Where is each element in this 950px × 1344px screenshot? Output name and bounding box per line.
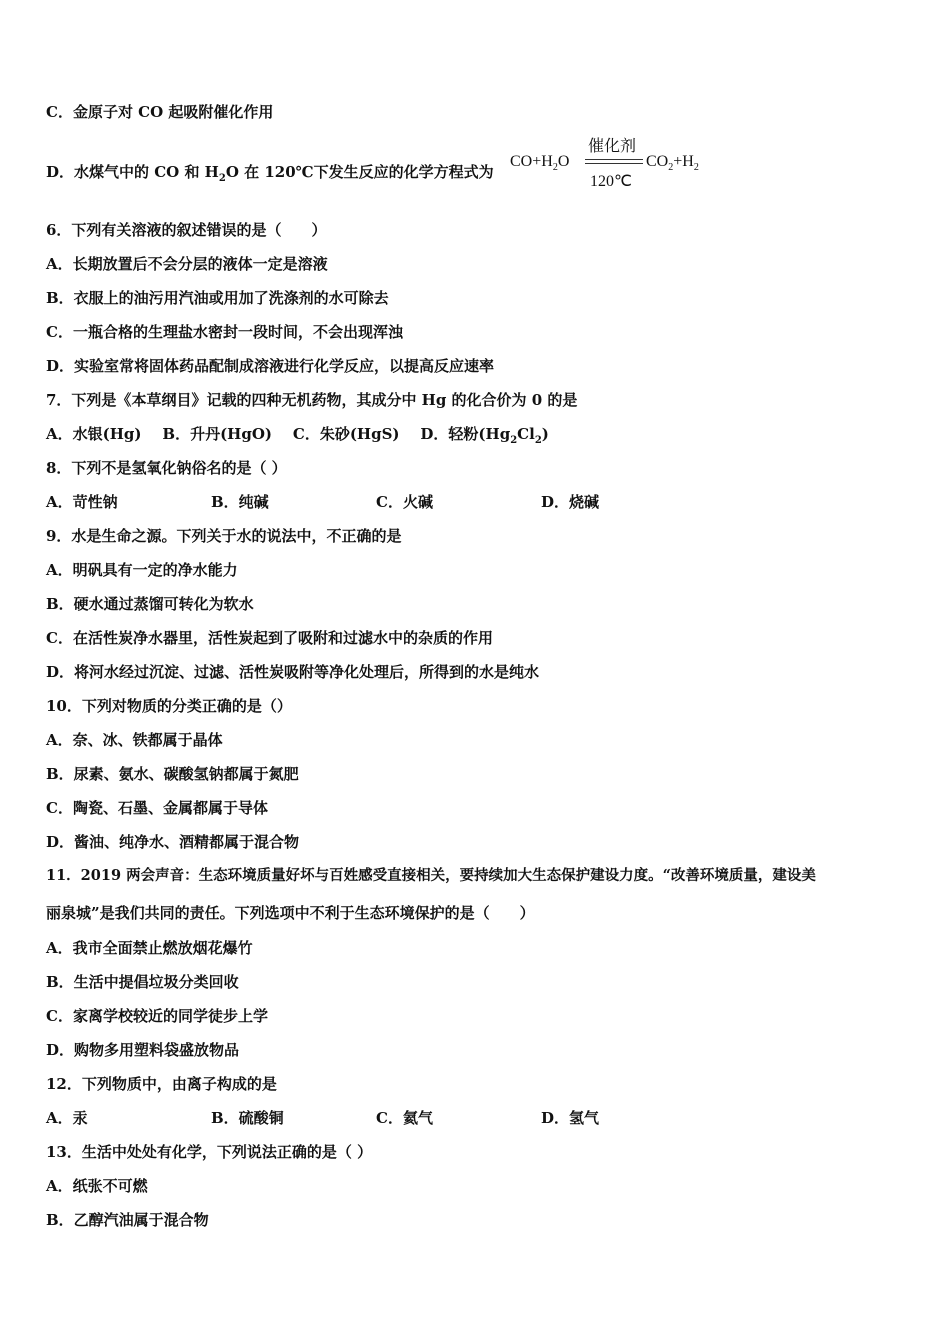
option-10c: C．陶瓷、石墨、金属都属于导体 — [46, 799, 268, 817]
option-10b: B．尿素、氨水、碳酸氢钠都属于氮肥 — [46, 765, 299, 783]
option-5d-text-2: O 在 120℃下发生反应的化学方程式为 — [225, 163, 494, 181]
option-7d-end: ) — [541, 425, 549, 443]
option-8a: A．苛性钠 — [46, 493, 118, 511]
chemical-equation — [510, 133, 720, 193]
option-6a: A．长期放置后不会分层的液体一定是溶液 — [46, 255, 328, 273]
question-7: 7．下列是《本草纲目》记载的四种无机药物，其成分中 Hg 的化合价为 0 的是 — [46, 391, 578, 409]
subscript: 2 — [218, 173, 226, 184]
option-12b: B．硫酸铜 — [211, 1109, 284, 1127]
option-7b: B．升丹(HgO) — [162, 425, 272, 443]
reactant-o: O — [557, 153, 570, 170]
question-12: 12．下列物质中，由离子构成的是 — [46, 1075, 277, 1093]
option-7a: A．水银(Hg) — [46, 425, 142, 443]
option-12d: D．氢气 — [541, 1109, 600, 1127]
question-9: 9．水是生命之源。下列关于水的说法中，不正确的是 — [46, 527, 402, 545]
question-11-line-2: 丽泉城”是我们共同的责任。下列选项中不利于生态环境保护的是（ ） — [46, 904, 535, 922]
option-10d: D．酱油、纯净水、酒精都属于混合物 — [46, 833, 300, 851]
option-6d: D．实验室常将固体药品配制成溶液进行化学反应，以提高反应速率 — [46, 357, 495, 375]
option-8d: D．烧碱 — [541, 493, 600, 511]
subscript: 2 — [510, 435, 518, 446]
question-11-line-1: 11．2019 两会声音：生态环境质量好坏与百姓感受直接相关，要持续加大生态保护建设力度。“改善环境质量，建设美 — [46, 867, 816, 884]
option-7c: C．朱砂(HgS) — [292, 425, 400, 443]
subscript: 2 — [534, 435, 542, 446]
subscript: 2 — [552, 162, 558, 174]
option-7d-mid: Cl — [517, 425, 535, 443]
options-7 — [46, 424, 549, 451]
option-13a: A．纸张不可燃 — [46, 1177, 148, 1195]
equals-line-top — [585, 159, 643, 160]
option-10a: A．奈、冰、铁都属于晶体 — [46, 731, 223, 749]
catalyst-label: 催化剂 — [588, 138, 637, 155]
reactants: CO+H — [510, 153, 553, 170]
condition-label: 120℃ — [590, 173, 632, 190]
question-6: 6．下列有关溶液的叙述错误的是（ ） — [46, 221, 327, 239]
option-12a: A．汞 — [46, 1109, 88, 1127]
option-8c: C．火碱 — [376, 493, 433, 511]
option-5c: C．金原子对 CO 起吸附催化作用 — [46, 103, 274, 121]
question-8: 8．下列不是氢氧化钠俗名的是（ ） — [46, 459, 287, 477]
option-9b: B．硬水通过蒸馏可转化为软水 — [46, 595, 254, 613]
option-5d-text-1: D．水煤气中的 CO 和 H — [46, 163, 219, 181]
option-11c: C．家离学校较近的同学徒步上学 — [46, 1007, 268, 1025]
question-13: 13．生活中处处有化学，下列说法正确的是（ ） — [46, 1143, 373, 1161]
option-6b: B．衣服上的油污用汽油或用加了洗涤剂的水可除去 — [46, 289, 389, 307]
subscript: 2 — [668, 162, 674, 174]
option-5d — [46, 162, 494, 189]
option-8b: B．纯碱 — [211, 493, 269, 511]
equation-left — [510, 153, 569, 173]
option-13b: B．乙醇汽油属于混合物 — [46, 1211, 209, 1229]
equals-line-bottom — [585, 163, 643, 164]
option-9c: C．在活性炭净水器里，活性炭起到了吸附和过滤水中的杂质的作用 — [46, 629, 493, 647]
option-9a: A．明矾具有一定的净水能力 — [46, 561, 238, 579]
option-11a: A．我市全面禁止燃放烟花爆竹 — [46, 939, 253, 957]
option-12c: C．氦气 — [376, 1109, 433, 1127]
product-co: CO — [646, 153, 669, 170]
option-7d — [420, 425, 549, 446]
option-11b: B．生活中提倡垃圾分类回收 — [46, 973, 239, 991]
product-h: +H — [673, 153, 694, 170]
equation-right — [646, 153, 699, 173]
option-6c: C．一瓶合格的生理盐水密封一段时间，不会出现浑浊 — [46, 323, 403, 341]
option-7d-pre: D．轻粉(Hg — [420, 425, 511, 443]
option-11d: D．购物多用塑料袋盛放物品 — [46, 1041, 240, 1059]
option-9d: D．将河水经过沉淀、过滤、活性炭吸附等净化处理后，所得到的水是纯水 — [46, 663, 540, 681]
subscript: 2 — [693, 162, 699, 174]
question-10: 10．下列对物质的分类正确的是（） — [46, 697, 292, 715]
